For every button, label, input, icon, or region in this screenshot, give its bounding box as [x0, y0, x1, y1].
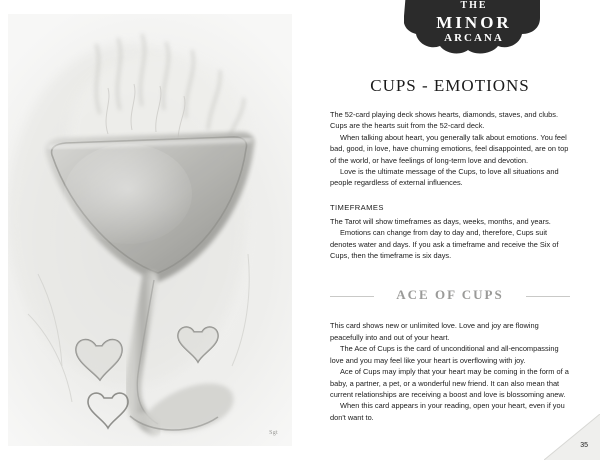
illustration-signature: Sgt [269, 430, 278, 436]
card-paragraph-3: Ace of Cups may imply that your heart may be coming in the form of a baby, a partner, a pet, or a wonderful new friend. It can also mean that current relationships are receiving a boost and love is blossoming anew. [330, 367, 569, 399]
intro-paragraph-3: Love is the ultimate message of the Cups, to love all situations and people regardless of external influences. [330, 167, 559, 188]
card-paragraph-2: The Ace of Cups is the card of unconditional and all-encompassing love and you may feel like your heart is overflowing with joy. [330, 344, 559, 365]
badge-text-block [404, 0, 544, 45]
badge-line-the: THE [460, 0, 488, 11]
card-title: ACE OF CUPS [396, 287, 504, 303]
chapter-title: CUPS - EMOTIONS [370, 76, 530, 95]
divider-left [330, 296, 374, 297]
chalice-illustration [8, 14, 292, 446]
card-title-block [330, 287, 570, 309]
intro-paragraph-2: When talking about heart, you generally talk about emotions. You feel bad, good, in love, have churning emotions, feel disappointed, are on top of the world, or have feelings of long-term love and devotion. [330, 132, 569, 165]
chapter-badge [404, 0, 544, 56]
card-paragraph-1: This card shows new or unlimited love. Love and joy are flowing peacefully into and out of your heart. [330, 321, 539, 342]
intro-paragraph-1: The 52-card playing deck shows hearts, diamonds, staves, and clubs. Cups are the hearts suit from the 52-card deck. [330, 110, 558, 131]
card-paragraph-4: When this card appears in your reading, open your heart, even if you don't want to. [330, 401, 565, 422]
page-number: 35 [580, 442, 588, 449]
corner-fold-decoration [544, 414, 600, 460]
timeframes-paragraph-1: The Tarot will show timeframes as days, weeks, months, and years. [330, 216, 551, 226]
timeframes-heading: TIMEFRAMES [330, 202, 384, 212]
right-text-page [300, 0, 600, 460]
badge-line-minor: MINOR [436, 13, 512, 32]
page-content [330, 76, 570, 423]
timeframes-paragraph-2: Emotions can change from day to day and, therefore, Cups suit denotes water and days. If you ask a timeframe and receive the Six of Cups, then the timeframe is six days. [330, 228, 559, 261]
badge-line-arcana: ARCANA [444, 32, 504, 44]
divider-right [526, 296, 570, 297]
chalice-sketch-icon [8, 14, 292, 446]
